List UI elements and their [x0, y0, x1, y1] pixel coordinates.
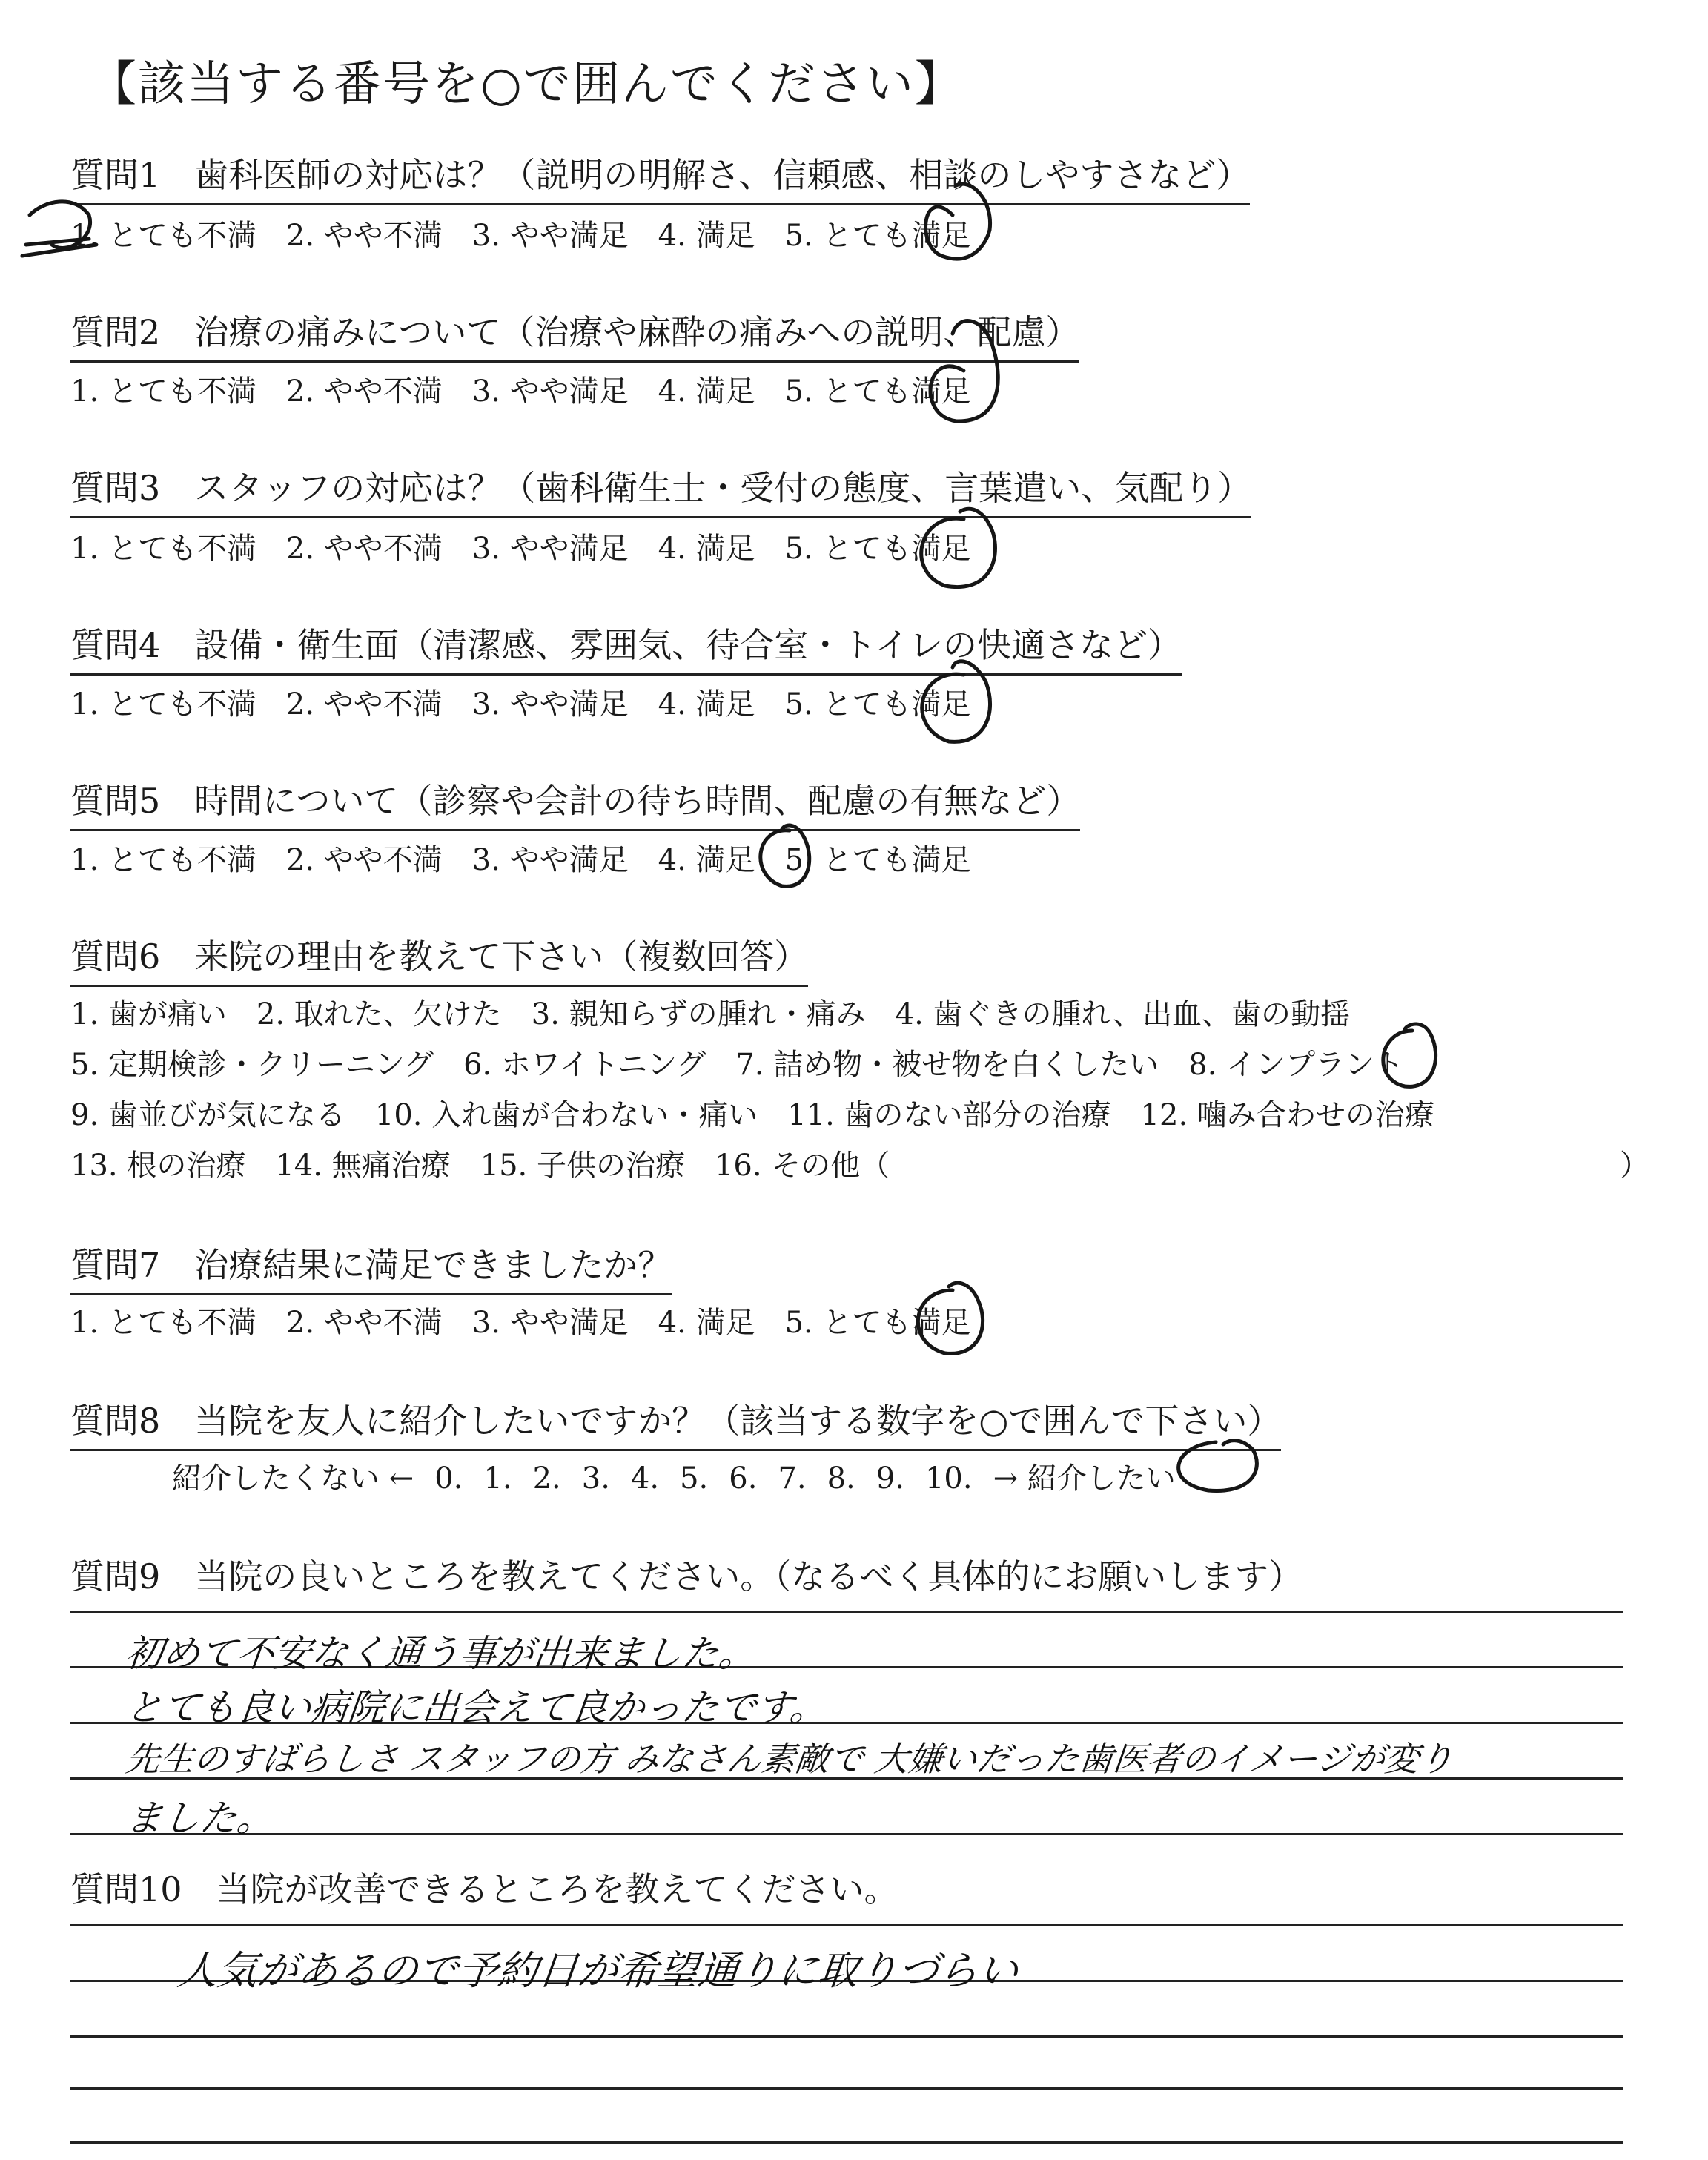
- answer-rule: [70, 2035, 1623, 2038]
- q2-option-2[interactable]: 2. やや不満: [285, 374, 443, 409]
- q8-score-7[interactable]: 7.: [778, 1462, 807, 1496]
- answer-rule: [70, 1924, 1623, 1926]
- q4-option-4[interactable]: 4. 満足: [658, 687, 755, 721]
- q8-score-8[interactable]: 8.: [827, 1462, 855, 1496]
- q8-score-9[interactable]: 9.: [875, 1462, 904, 1496]
- q8-score-2[interactable]: 2.: [532, 1462, 561, 1496]
- q1-option-2[interactable]: 2. やや不満: [285, 219, 443, 253]
- q8-score-4[interactable]: 4.: [630, 1462, 660, 1496]
- q2-option-3[interactable]: 3. やや満足: [471, 374, 629, 409]
- answer-rule: [70, 1611, 1623, 1613]
- q9-answer-line-1[interactable]: 初めて不安なく通う事が出来ました。: [123, 1632, 758, 1675]
- q6-option-15[interactable]: 15. 子供の治療: [480, 1149, 685, 1183]
- q8-score-1[interactable]: 1.: [483, 1462, 512, 1496]
- question-3-options[interactable]: [70, 525, 1000, 567]
- q9-answer-line-4[interactable]: ました。: [123, 1797, 277, 1840]
- q6-option-5[interactable]: 5. 定期検診・クリーニング: [70, 1048, 434, 1082]
- q9-answer-line-3[interactable]: 先生のすばらしさ スタッフの方 みなさん素敵で 大嫌いだった歯医者のイメージが変り: [123, 1739, 1456, 1779]
- question-6-title: 質問6 来院の理由を教えて下さい（複数回答）: [70, 930, 808, 987]
- q8-score-0[interactable]: 0.: [434, 1462, 463, 1496]
- q8-score-10[interactable]: 10.: [924, 1462, 973, 1496]
- question-2-options[interactable]: [70, 368, 1000, 410]
- page-title: 【該当する番号を○で囲んでください】: [89, 57, 964, 112]
- q3-option-3[interactable]: 3. やや満足: [471, 532, 629, 566]
- q5-option-3[interactable]: 3. やや満足: [471, 843, 629, 877]
- q6-options-line-3[interactable]: [70, 1091, 1464, 1134]
- q1-option-1[interactable]: 1. とても不満: [70, 219, 256, 253]
- answer-rule: [70, 1833, 1623, 1835]
- q8-score-3[interactable]: 3.: [581, 1462, 610, 1496]
- question-5-options[interactable]: [70, 836, 1000, 879]
- answer-rule: [70, 2141, 1623, 2144]
- question-7-title: 質問7 治療結果に満足できましたか？: [70, 1238, 672, 1295]
- question-9-title: 質問9 当院の良いところを教えてください。（なるべく具体的にお願いします）: [70, 1556, 1303, 1596]
- q6-options-line-4[interactable]: [70, 1142, 919, 1184]
- q6-option-10[interactable]: 10. 入れ歯が合わない・痛い: [374, 1098, 758, 1132]
- q6-option-8[interactable]: 8. インプラント: [1188, 1048, 1405, 1082]
- q5-option-5[interactable]: 5. とても満足: [784, 843, 971, 877]
- q5-option-2[interactable]: 2. やや不満: [285, 843, 443, 877]
- q4-option-5[interactable]: 5. とても満足: [784, 687, 971, 721]
- question-5-title: 質問5 時間について（診察や会計の待ち時間、配慮の有無など）: [70, 774, 1080, 831]
- q8-low-label: 紹介したくない ←: [172, 1462, 414, 1496]
- q5-option-1[interactable]: 1. とても不満: [70, 843, 256, 877]
- q5-option-4[interactable]: 4. 満足: [658, 843, 755, 877]
- question-1-title: 質問1 歯科医師の対応は？（説明の明解さ、信頼感、相談のしやすさなど）: [70, 148, 1250, 205]
- q6-option-4[interactable]: 4. 歯ぐきの腫れ、出血、歯の動揺: [895, 997, 1350, 1031]
- q7-option-4[interactable]: 4. 満足: [658, 1306, 755, 1340]
- question-4-title: 質問4 設備・衛生面（清潔感、雰囲気、待合室・トイレの快適さなど）: [70, 618, 1182, 676]
- q8-scale[interactable]: [172, 1455, 1196, 1497]
- q6-options-line-2[interactable]: [70, 1041, 1434, 1083]
- q6-option-7[interactable]: 7. 詰め物・被せ物を白くしたい: [735, 1048, 1159, 1082]
- q6-option-11[interactable]: 11. 歯のない部分の治療: [787, 1098, 1111, 1132]
- q6-option-6[interactable]: 6. ホワイトニング: [463, 1048, 706, 1082]
- q3-option-1[interactable]: 1. とても不満: [70, 532, 256, 566]
- q7-option-1[interactable]: 1. とても不満: [70, 1306, 256, 1340]
- question-4-options[interactable]: [70, 681, 1000, 723]
- q1-option-5[interactable]: 5. とても満足: [784, 219, 971, 253]
- q6-option-16[interactable]: 16. その他（: [714, 1149, 890, 1183]
- q4-option-2[interactable]: 2. やや不満: [285, 687, 443, 721]
- q1-option-3[interactable]: 3. やや満足: [471, 219, 629, 253]
- q6-option-3[interactable]: 3. 親知らずの腫れ・痛み: [531, 997, 866, 1031]
- answer-rule: [70, 2087, 1623, 2090]
- q6-other-close-paren: ）: [1620, 1149, 1649, 1183]
- q8-score-5[interactable]: 5.: [680, 1462, 709, 1496]
- q6-option-9[interactable]: 9. 歯並びが気になる: [70, 1098, 345, 1132]
- question-8-title: 質問8 当院を友人に紹介したいですか？（該当する数字を○で囲んで下さい）: [70, 1394, 1281, 1451]
- q8-high-label: → 紹介したい: [993, 1462, 1176, 1496]
- q6-option-13[interactable]: 13. 根の治療: [70, 1149, 246, 1183]
- q10-answer-line-1[interactable]: 人気があるので予約日が希望通りに取りづらい: [175, 1947, 1021, 1994]
- question-1-options[interactable]: [70, 212, 1000, 254]
- question-10-title: 質問10 当院が改善できるところを教えてください。: [70, 1869, 898, 1909]
- q3-option-5[interactable]: 5. とても満足: [784, 532, 971, 566]
- q7-option-5[interactable]: 5. とても満足: [784, 1306, 971, 1340]
- q8-score-6[interactable]: 6.: [729, 1462, 758, 1496]
- q2-option-1[interactable]: 1. とても不満: [70, 374, 256, 409]
- q1-option-4[interactable]: 4. 満足: [658, 219, 755, 253]
- q6-options-line-1[interactable]: [70, 991, 1380, 1033]
- q6-option-12[interactable]: 12. 噛み合わせの治療: [1140, 1098, 1434, 1132]
- q9-answer-line-2[interactable]: とても良い病院に出会えて良かったです。: [123, 1686, 830, 1729]
- q2-option-5[interactable]: 5. とても満足: [784, 374, 971, 409]
- question-7-options[interactable]: [70, 1299, 1000, 1341]
- q6-option-1[interactable]: 1. 歯が痛い: [70, 997, 227, 1031]
- q3-option-2[interactable]: 2. やや不満: [285, 532, 443, 566]
- q2-option-4[interactable]: 4. 満足: [658, 374, 755, 409]
- q3-option-4[interactable]: 4. 満足: [658, 532, 755, 566]
- question-2-title: 質問2 治療の痛みについて（治療や麻酔の痛みへの説明、配慮）: [70, 305, 1079, 363]
- q4-option-3[interactable]: 3. やや満足: [471, 687, 629, 721]
- q6-option-2[interactable]: 2. 取れた、欠けた: [256, 997, 502, 1031]
- q7-option-3[interactable]: 3. やや満足: [471, 1306, 629, 1340]
- q6-option-14[interactable]: 14. 無痛治療: [275, 1149, 451, 1183]
- question-3-title: 質問3 スタッフの対応は？（歯科衛生士・受付の態度、言葉遣い、気配り）: [70, 461, 1251, 518]
- q4-option-1[interactable]: 1. とても不満: [70, 687, 256, 721]
- q7-option-2[interactable]: 2. やや不満: [285, 1306, 443, 1340]
